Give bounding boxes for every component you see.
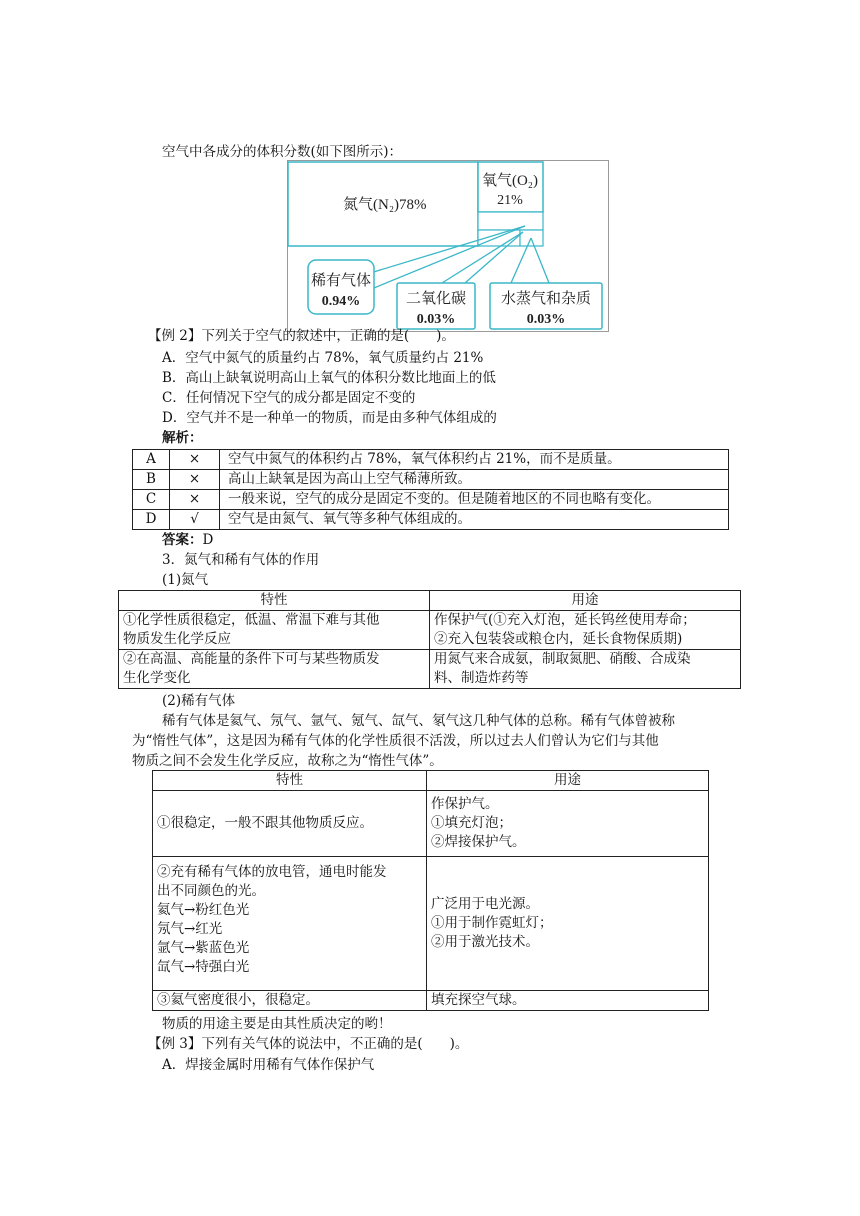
intro-text: 空气中各成分的体积分数(如下图所示)： <box>162 144 403 160</box>
answer-label: 答案： <box>162 532 203 548</box>
cell-line: ①填充灯泡； <box>431 815 512 831</box>
answer-value: D <box>202 532 214 548</box>
table-row <box>119 650 741 689</box>
example2-question: 【例 2】下列关于空气的叙述中，正确的是( )。 <box>148 328 455 344</box>
explanation-cell: 空气是由氮气、氧气等多种气体组成的。 <box>220 510 729 530</box>
header-property: 特性 <box>119 591 430 611</box>
oxygen-name-label: 氧气(O₂) <box>481 173 539 189</box>
property-cell <box>119 611 430 650</box>
use-cell <box>430 650 741 689</box>
table-row <box>153 991 709 1011</box>
analysis-label: 解析： <box>162 430 203 446</box>
water-name-label: 水蒸气和杂质 <box>500 291 592 307</box>
header-use: 用途 <box>430 591 741 611</box>
oxygen-value-label: 21% <box>497 193 523 208</box>
example2-option-a: A．空气中氮气的质量约占 78%，氧气质量约占 21% <box>162 350 484 366</box>
use-cell <box>427 857 709 991</box>
example3-option-a: A．焊接金属时用稀有气体作保护气 <box>162 1057 375 1073</box>
rare-gas-name-label: 稀有气体 <box>310 273 372 289</box>
cell-line: 填充探空气球。 <box>431 992 526 1008</box>
cell-line: ②焊接保护气。 <box>431 834 526 850</box>
rare-gas-table <box>152 770 709 1011</box>
rare-gas-heading: (2)稀有气体 <box>162 693 236 709</box>
explanation-cell: 高山上缺氧是因为高山上空气稀薄所致。 <box>220 470 729 490</box>
cell-line: ①很稳定，一般不跟其他物质反应。 <box>157 815 373 831</box>
mark-cell: × <box>170 470 220 490</box>
rare-gas-paragraph-3: 物质之间不会发生化学反应，故称之为“惰性气体”。 <box>132 753 443 769</box>
rare-gas-paragraph-2: 为“惰性气体”，这是因为稀有气体的化学性质很不活泼，所以过去人们曾认为它们与其他 <box>132 733 659 749</box>
cell-line: ③氦气密度很小，很稳定。 <box>157 992 319 1008</box>
co2-name-label: 二氧化碳 <box>405 291 467 307</box>
table-header-row <box>119 591 741 611</box>
example2-option-c: C．任何情况下空气的成分都是固定不变的 <box>162 390 416 406</box>
example3-question: 【例 3】下列有关气体的说法中，不正确的是( )。 <box>148 1036 469 1052</box>
cell-line: ②充入包装袋或粮仓内，延长食物保质期) <box>434 631 683 647</box>
header-property: 特性 <box>153 771 427 791</box>
cell-line: 生化学变化 <box>123 670 191 686</box>
nitrogen-heading: (1)氮气 <box>162 572 209 588</box>
property-cell <box>153 857 427 991</box>
option-cell: D <box>133 510 170 530</box>
option-cell: B <box>133 470 170 490</box>
analysis-table <box>132 449 729 530</box>
mark-cell: √ <box>170 510 220 530</box>
nitrogen-table <box>118 590 741 689</box>
property-cell <box>153 791 427 857</box>
cell-line: 氦气→粉红色光 <box>157 902 250 918</box>
use-cell <box>427 791 709 857</box>
example2-option-d: D．空气并不是一种单一的物质，而是由多种气体组成的 <box>162 410 497 426</box>
property-cell <box>119 650 430 689</box>
water-value-label: 0.03% <box>526 312 566 327</box>
table-row <box>153 791 709 857</box>
mark-cell: × <box>170 450 220 470</box>
option-cell: A <box>133 450 170 470</box>
rare-gas-paragraph-1: 稀有气体是氦气、氖气、氩气、氪气、氙气、氡气这几种气体的总称。稀有气体曾被称 <box>162 713 675 729</box>
cell-line: 料、制造炸药等 <box>434 670 529 686</box>
cell-line: 氖气→红光 <box>157 921 223 937</box>
cell-line: 物质发生化学反应 <box>123 631 231 647</box>
header-use: 用途 <box>427 771 709 791</box>
use-cell <box>427 991 709 1011</box>
example2-option-b: B．高山上缺氧说明高山上氧气的体积分数比地面上的低 <box>162 370 496 386</box>
use-cell <box>430 611 741 650</box>
closing-note: 物质的用途主要是由其性质决定的哟！ <box>162 1016 392 1032</box>
table-row <box>133 510 729 530</box>
air-composition-diagram <box>287 160 609 332</box>
cell-line: ②用于激光技术。 <box>431 934 539 950</box>
cell-line: ①用于制作霓虹灯； <box>431 915 553 931</box>
property-cell <box>153 991 427 1011</box>
cell-line: 氩气→紫蓝色光 <box>157 940 250 956</box>
cell-line: 广泛用于电光源。 <box>431 896 539 912</box>
cell-line: 作保护气(①充入灯泡，延长钨丝使用寿命； <box>434 612 696 628</box>
cell-line: 出不同颜色的光。 <box>157 883 265 899</box>
table-row <box>133 470 729 490</box>
answer-line <box>162 531 213 550</box>
explanation-cell: 空气中氮气的体积约占 78%，氧气体积约占 21%，而不是质量。 <box>220 450 729 470</box>
explanation-cell: 一般来说，空气的成分是固定不变的。但是随着地区的不同也略有变化。 <box>220 490 729 510</box>
mark-cell: × <box>170 490 220 510</box>
section3-heading: 3．氮气和稀有气体的作用 <box>162 552 320 568</box>
nitrogen-label: 氮气(N₂)78% <box>343 197 427 213</box>
cell-line: ①化学性质很稳定，低温、常温下难与其他 <box>123 612 380 628</box>
rare-gas-value-label: 0.94% <box>321 294 361 309</box>
cell-line: ②在高温、高能量的条件下可与某些物质发 <box>123 651 380 667</box>
option-cell: C <box>133 490 170 510</box>
cell-line: ②充有稀有气体的放电管，通电时能发 <box>157 864 387 880</box>
co2-value-label: 0.03% <box>416 312 456 327</box>
table-row <box>153 857 709 991</box>
cell-line: 作保护气。 <box>431 796 499 812</box>
cell-line: 氙气→特强白光 <box>157 959 250 975</box>
rare-gas-block <box>478 212 543 230</box>
table-header-row <box>153 771 709 791</box>
table-row <box>119 611 741 650</box>
table-row <box>133 450 729 470</box>
table-row <box>133 490 729 510</box>
cell-line: 用氮气来合成氨，制取氮肥、硝酸、合成染 <box>434 651 691 667</box>
